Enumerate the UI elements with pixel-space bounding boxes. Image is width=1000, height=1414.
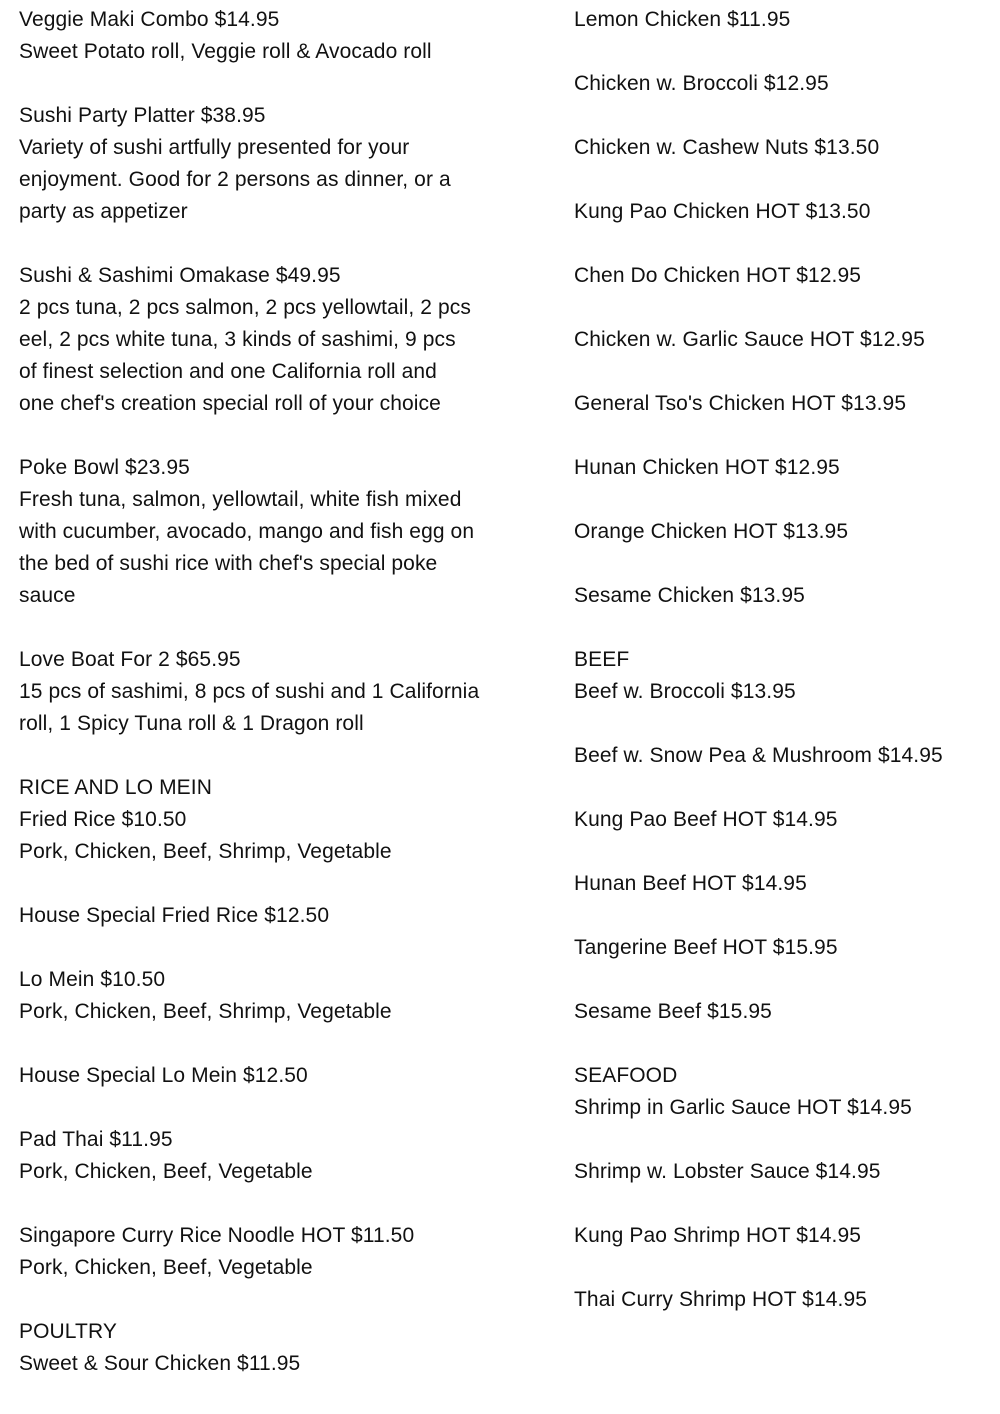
blank-line (574, 1028, 994, 1060)
menu-line: of finest selection and one California roll and (19, 360, 437, 383)
menu-line: one chef's creation special roll of your choice (19, 392, 441, 415)
blank-line (574, 708, 994, 740)
blank-line (574, 1188, 994, 1220)
menu-line: Beef w. Broccoli $13.95 (574, 680, 796, 703)
menu-line: the bed of sushi rice with chef's special poke (19, 552, 438, 575)
blank-line (574, 772, 994, 804)
blank-line (574, 964, 994, 996)
blank-line (19, 1284, 539, 1316)
menu-line: Lo Mein $10.50 (19, 968, 166, 991)
blank-line (574, 228, 994, 260)
menu-line: sauce (19, 584, 76, 607)
menu-line: Fresh tuna, salmon, yellowtail, white fish mixed (19, 488, 462, 511)
blank-line (19, 612, 539, 644)
blank-line (574, 100, 994, 132)
menu-line: Shrimp in Garlic Sauce HOT $14.95 (574, 1096, 912, 1119)
menu-line: 2 pcs tuna, 2 pcs salmon, 2 pcs yellowtail, 2 pcs (19, 296, 471, 319)
blank-line (19, 740, 539, 772)
menu-line: Chicken w. Garlic Sauce HOT $12.95 (574, 328, 925, 351)
menu-line: Pork, Chicken, Beef, Shrimp, Vegetable (19, 840, 392, 863)
blank-line (574, 36, 994, 68)
menu-line: Hunan Chicken HOT $12.95 (574, 456, 840, 479)
blank-line (574, 292, 994, 324)
menu-line: Chicken w. Broccoli $12.95 (574, 72, 829, 95)
menu-line: Beef w. Snow Pea & Mushroom $14.95 (574, 744, 943, 767)
menu-line: Tangerine Beef HOT $15.95 (574, 936, 838, 959)
blank-line (19, 932, 539, 964)
menu-line: House Special Fried Rice $12.50 (19, 904, 330, 927)
menu-line: Lemon Chicken $11.95 (574, 8, 791, 31)
menu-line: RICE AND LO MEIN (19, 776, 212, 799)
menu-line: General Tso's Chicken HOT $13.95 (574, 392, 907, 415)
blank-line (574, 836, 994, 868)
menu-line: Shrimp w. Lobster Sauce $14.95 (574, 1160, 881, 1183)
menu-line: Veggie Maki Combo $14.95 (19, 8, 280, 31)
menu-line: Chicken w. Cashew Nuts $13.50 (574, 136, 880, 159)
menu-line: Kung Pao Shrimp HOT $14.95 (574, 1224, 862, 1247)
blank-line (19, 868, 539, 900)
blank-line (19, 1092, 539, 1124)
left-menu-column (19, 4, 539, 1380)
blank-line (19, 228, 539, 260)
menu-line: roll, 1 Spicy Tuna roll & 1 Dragon roll (19, 712, 364, 735)
blank-line (574, 420, 994, 452)
right-menu-column (574, 4, 994, 1316)
menu-line: BEEF (574, 648, 630, 671)
blank-line (574, 612, 994, 644)
menu-line: eel, 2 pcs white tuna, 3 kinds of sashimi, 9 pcs (19, 328, 456, 351)
menu-line: Thai Curry Shrimp HOT $14.95 (574, 1288, 868, 1311)
blank-line (574, 1252, 994, 1284)
blank-line (574, 484, 994, 516)
menu-line: Sushi Party Platter $38.95 (19, 104, 266, 127)
menu-line: 15 pcs of sashimi, 8 pcs of sushi and 1 California (19, 680, 480, 703)
menu-line: POULTRY (19, 1320, 117, 1343)
menu-line: Sweet & Sour Chicken $11.95 (19, 1352, 301, 1375)
blank-line (574, 548, 994, 580)
blank-line (574, 900, 994, 932)
blank-line (19, 420, 539, 452)
blank-line (574, 356, 994, 388)
menu-line: Kung Pao Beef HOT $14.95 (574, 808, 838, 831)
menu-line: Fried Rice $10.50 (19, 808, 187, 831)
menu-line: Pad Thai $11.95 (19, 1128, 173, 1151)
menu-line: Pork, Chicken, Beef, Shrimp, Vegetable (19, 1000, 392, 1023)
menu-line: House Special Lo Mein $12.50 (19, 1064, 308, 1087)
menu-line: Hunan Beef HOT $14.95 (574, 872, 807, 895)
menu-line: Chen Do Chicken HOT $12.95 (574, 264, 862, 287)
menu-line: Singapore Curry Rice Noodle HOT $11.50 (19, 1224, 415, 1247)
menu-line: Sesame Beef $15.95 (574, 1000, 772, 1023)
blank-line (19, 1188, 539, 1220)
menu-line: Love Boat For 2 $65.95 (19, 648, 241, 671)
menu-line: enjoyment. Good for 2 persons as dinner, or a (19, 168, 451, 191)
blank-line (19, 1028, 539, 1060)
menu-line: with cucumber, avocado, mango and fish egg on (19, 520, 475, 543)
menu-line: Kung Pao Chicken HOT $13.50 (574, 200, 871, 223)
menu-line: SEAFOOD (574, 1064, 678, 1087)
blank-line (574, 164, 994, 196)
blank-line (19, 68, 539, 100)
menu-line: Pork, Chicken, Beef, Vegetable (19, 1160, 313, 1183)
menu-line: Orange Chicken HOT $13.95 (574, 520, 849, 543)
menu-line: Sushi & Sashimi Omakase $49.95 (19, 264, 341, 287)
menu-line: Poke Bowl $23.95 (19, 456, 190, 479)
menu-line: party as appetizer (19, 200, 188, 223)
blank-line (574, 1124, 994, 1156)
menu-line: Pork, Chicken, Beef, Vegetable (19, 1256, 313, 1279)
menu-line: Sweet Potato roll, Veggie roll & Avocado roll (19, 40, 432, 63)
menu-line: Variety of sushi artfully presented for your (19, 136, 410, 159)
menu-line: Sesame Chicken $13.95 (574, 584, 805, 607)
